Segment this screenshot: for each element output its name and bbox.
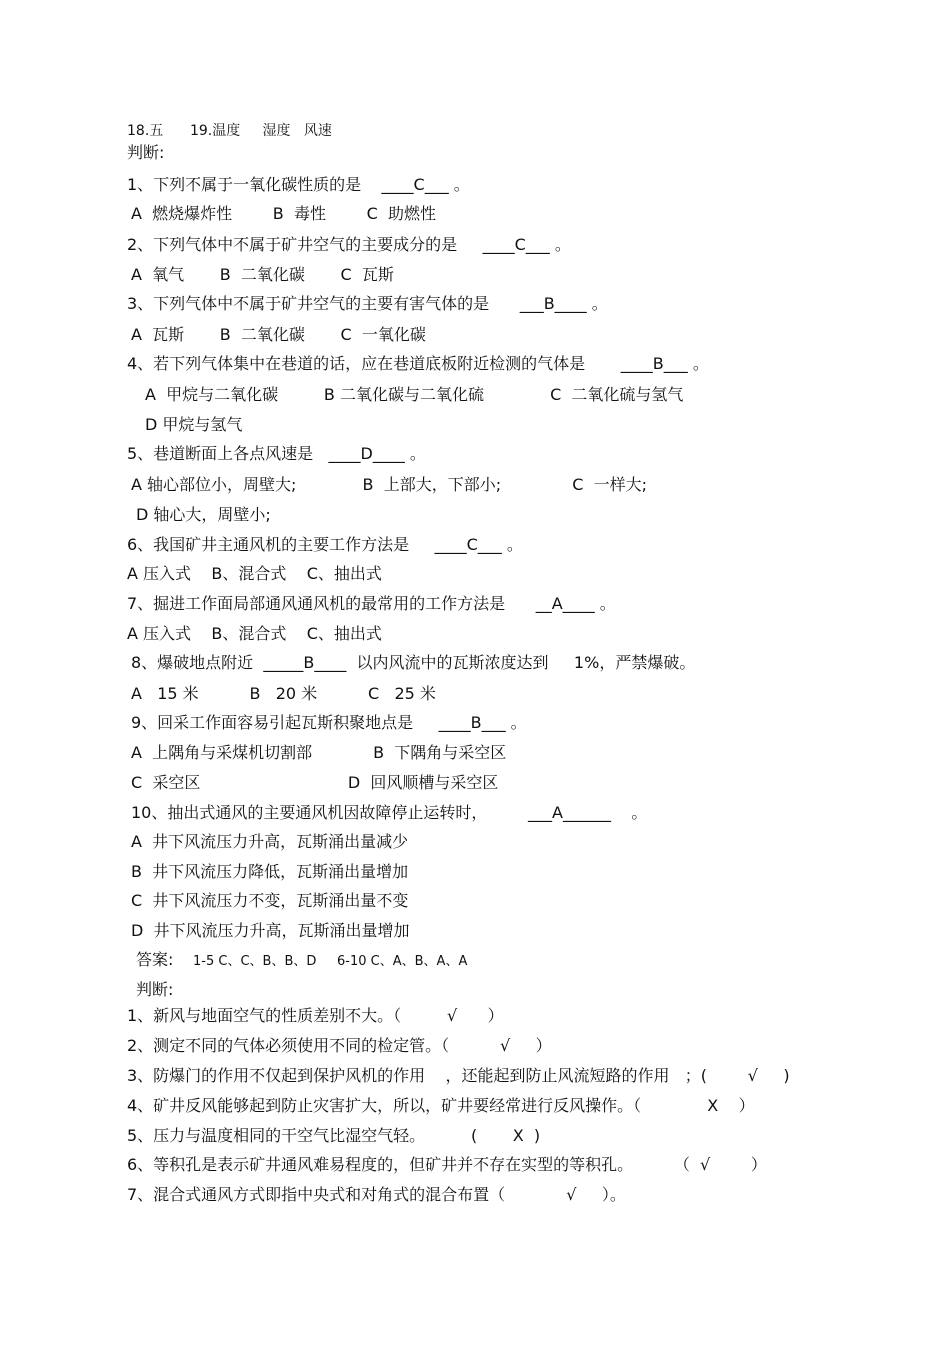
question-10: 10、抽出式通风的主要通风机因故障停止运转时， ___A______ 。: [131, 803, 648, 822]
fill-in-answers-line: 18.五 19.温度 湿度 风速: [127, 123, 332, 139]
question-9-options-line-2: C 采空区 D 回风顺槽与采空区: [131, 773, 499, 792]
section-title-judgment: 判断:: [127, 143, 165, 162]
question-2: 2、下列气体中不属于矿井空气的主要成分的是 ____C___ 。: [127, 235, 571, 254]
judgment-7: 7、混合式通风方式即指中央式和对角式的混合布置（ √ ）。: [127, 1185, 626, 1204]
judgment-3: 3、防爆门的作用不仅起到保护风机的作用 ，还能起到防止风流短路的作用 ；( √ ): [127, 1066, 790, 1085]
question-6: 6、我国矿井主通风机的主要工作方法是 ____C___ 。: [127, 535, 523, 554]
question-8-options: A 15 米 B 20 米 C 25 米: [131, 684, 436, 703]
question-4: 4、若下列气体集中在巷道的话，应在巷道底板附近检测的气体是 ____B___ 。: [127, 354, 709, 373]
question-4-options-line-1: A 甲烷与二氧化碳 B 二氧化碳与二氧化硫 C 二氧化硫与氢气: [145, 385, 684, 404]
question-7-options: A 压入式 B、混合式 C、抽出式: [127, 624, 382, 643]
judgment-2: 2、测定不同的气体必须使用不同的检定管。（ √ ）: [127, 1036, 552, 1055]
section-title-judgment-2: 判断:: [136, 980, 174, 999]
question-7: 7、掘进工作面局部通风通风机的最常用的工作方法是 __A____ 。: [127, 594, 616, 613]
question-1: 1、下列不属于一氧化碳性质的是 ____C___ 。: [127, 175, 470, 194]
question-4-options-line-2: D 甲烷与氢气: [145, 415, 243, 434]
question-8: 8、爆破地点附近 _____B____ 以内风流中的瓦斯浓度达到 1%，严禁爆破。: [131, 653, 696, 672]
question-10-option-d: D 井下风流压力升高，瓦斯涌出量增加: [131, 921, 410, 940]
question-2-options: A 氧气 B 二氧化碳 C 瓦斯: [131, 265, 394, 284]
answers-value: 1-5 C、C、B、B、D 6-10 C、A、B、A、A: [193, 954, 468, 969]
question-9-options-line-1: A 上隅角与采煤机切割部 B 下隅角与采空区: [131, 743, 507, 762]
question-9: 9、回采工作面容易引起瓦斯积聚地点是 ____B___ 。: [131, 713, 527, 732]
answers-label: 答案:: [136, 950, 174, 969]
question-10-option-a: A 井下风流压力升高，瓦斯涌出量减少: [131, 832, 409, 851]
question-5: 5、巷道断面上各点风速是 ____D____ 。: [127, 444, 426, 463]
question-10-option-c: C 井下风流压力不变，瓦斯涌出量不变: [131, 891, 409, 910]
judgment-5: 5、压力与温度相同的干空气比湿空气轻。 ( X ): [127, 1126, 541, 1145]
question-5-options-line-1: A 轴心部位小，周壁大; B 上部大，下部小; C 一样大;: [131, 475, 648, 494]
question-5-options-line-2: D 轴心大，周壁小;: [136, 505, 271, 524]
question-3: 3、下列气体中不属于矿井空气的主要有害气体的是 ___B____ 。: [127, 294, 608, 313]
judgment-6: 6、等积孔是表示矿井通风难易程度的，但矿井并不存在实型的等积孔。 （ √ ）: [127, 1155, 767, 1174]
question-10-option-b: B 井下风流压力降低，瓦斯涌出量增加: [131, 862, 409, 881]
question-3-options: A 瓦斯 B 二氧化碳 C 一氧化碳: [131, 325, 426, 344]
question-1-options: A 燃烧爆炸性 B 毒性 C 助燃性: [131, 204, 436, 223]
question-6-options: A 压入式 B、混合式 C、抽出式: [127, 564, 382, 583]
judgment-4: 4、矿井反风能够起到防止灾害扩大，所以，矿井要经常进行反风操作。（ X ）: [127, 1096, 755, 1115]
judgment-1: 1、新风与地面空气的性质差别不大。（ √ ）: [127, 1006, 504, 1025]
